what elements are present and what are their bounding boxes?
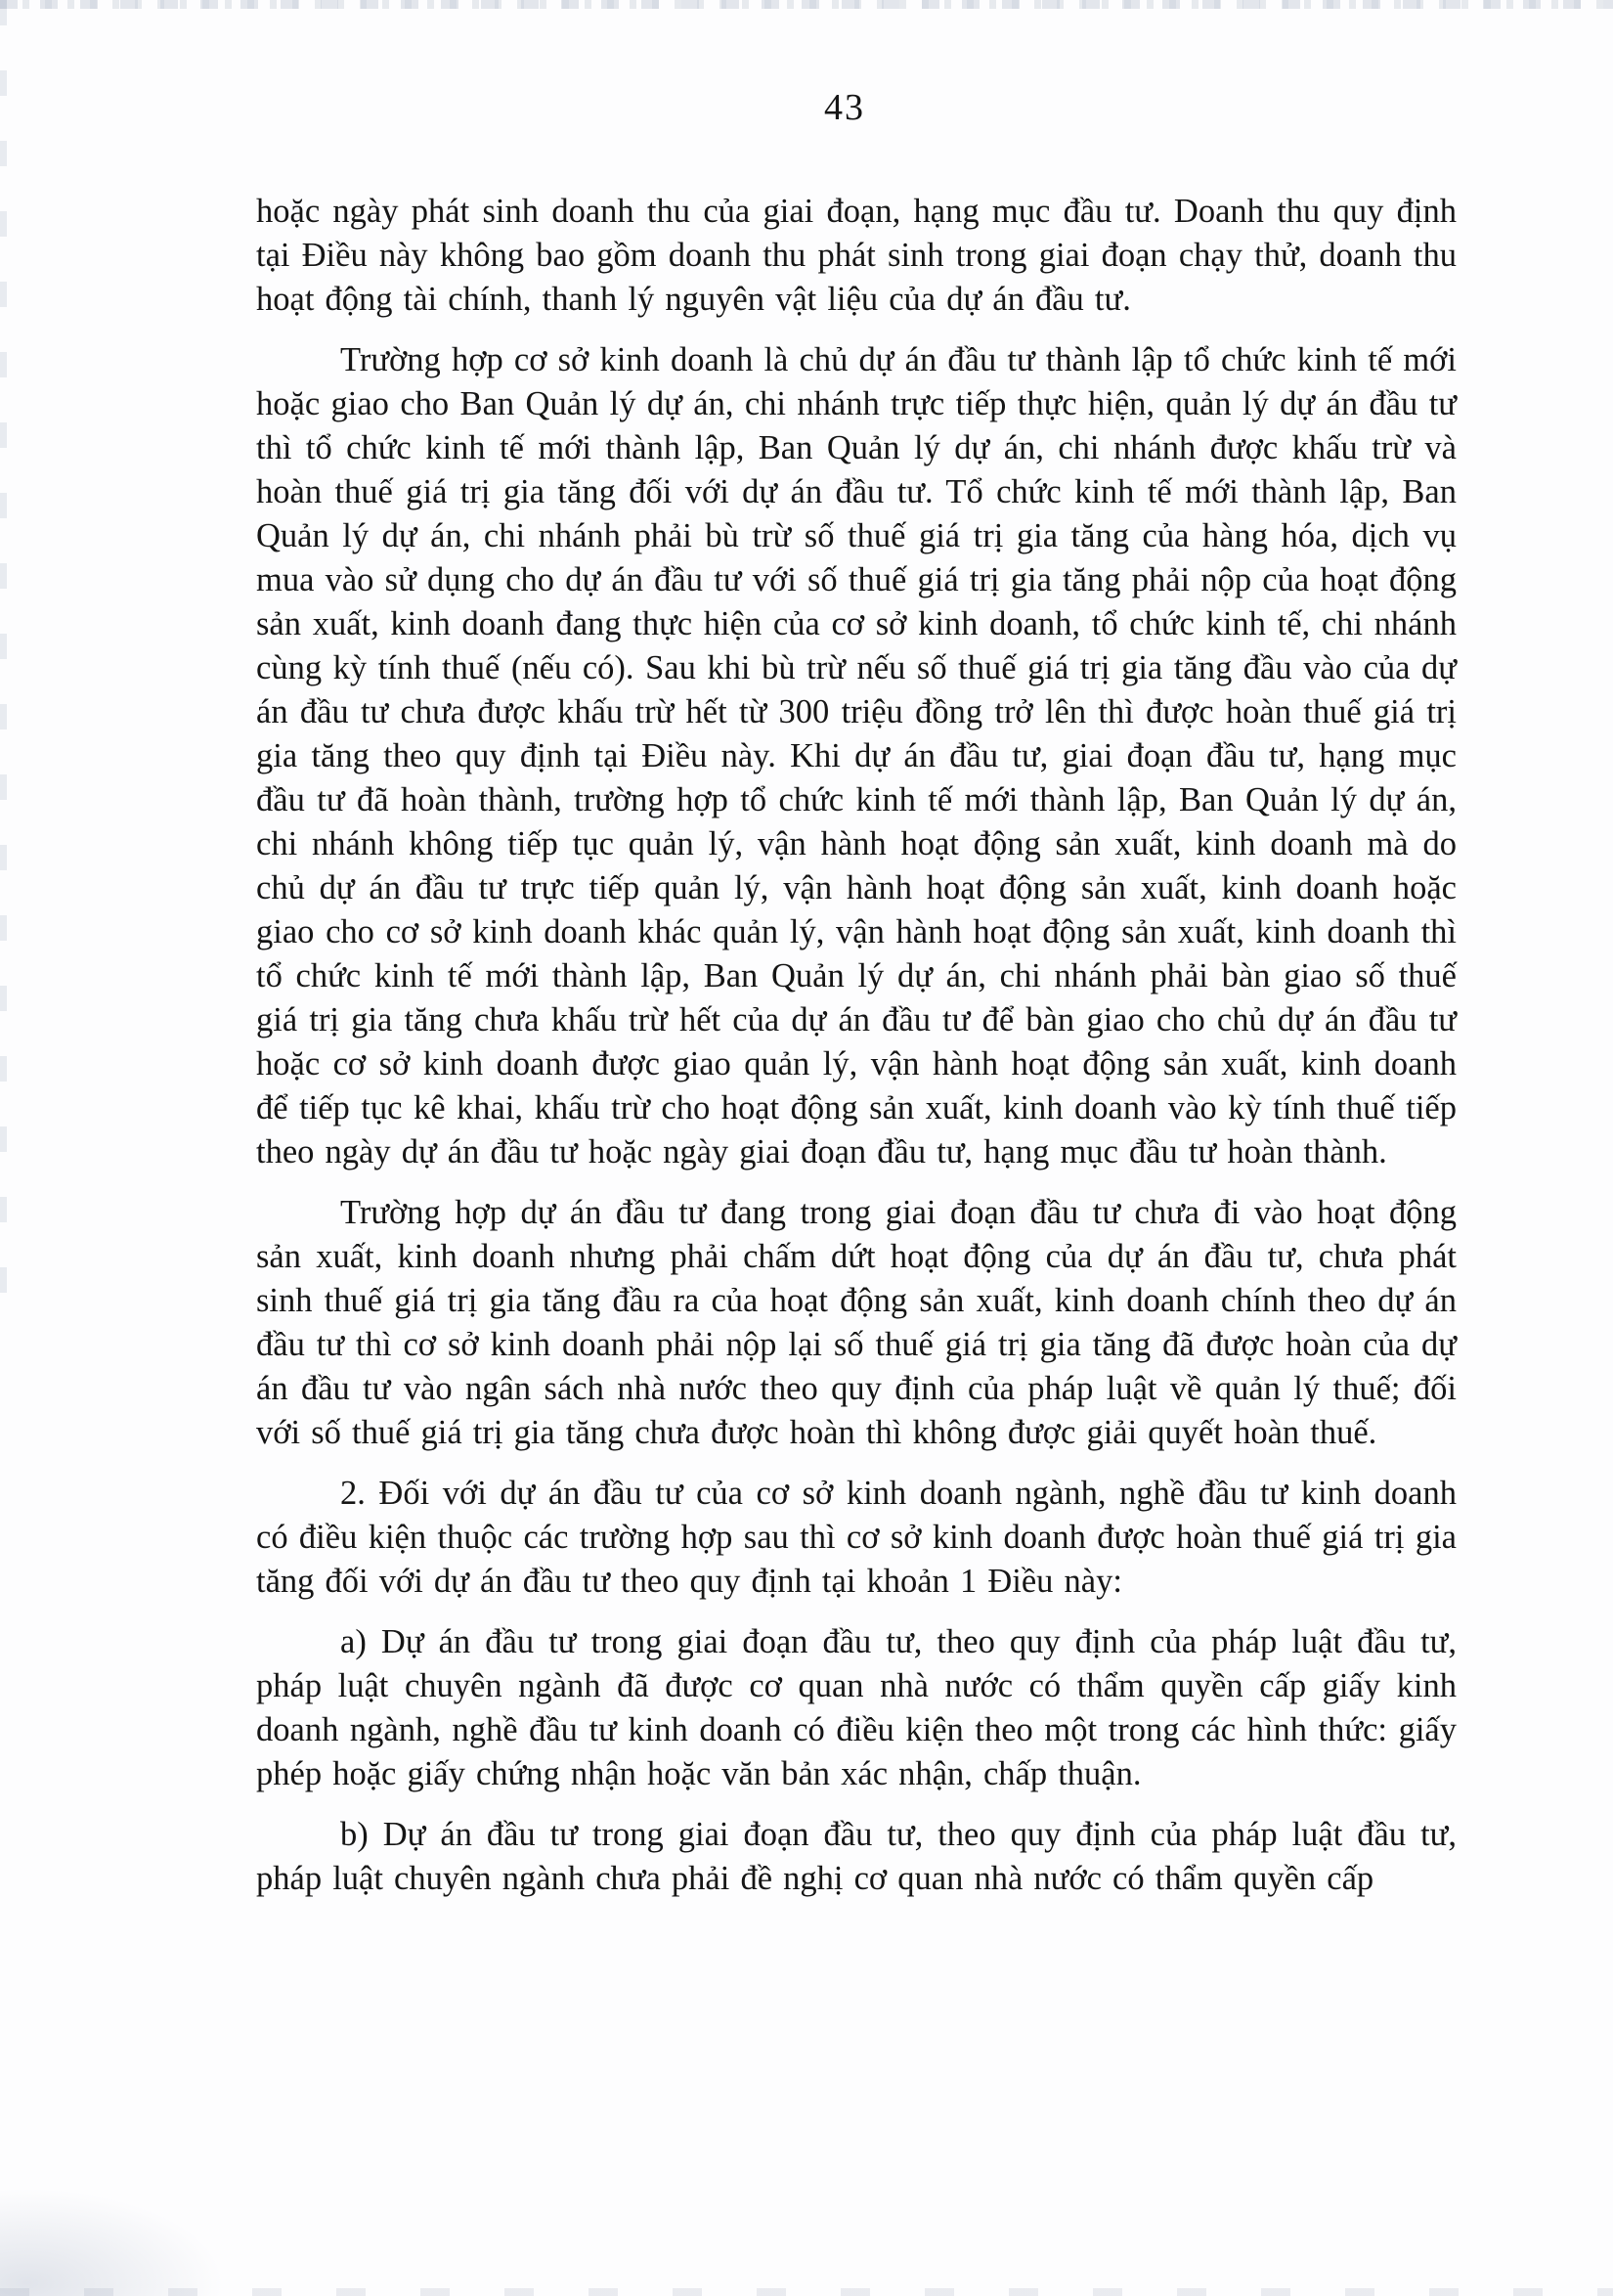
paragraph: Trường hợp cơ sở kinh doanh là chủ dự án đầu tư thành lập tổ chức kinh tế mới hoặc giao cho Ban Quản lý dự án, chi nhánh trực tiếp thực hiện, quản lý dự án đầu tư thì tổ chức kinh tế mới thành lập, Ban Quản lý dự án, chi nhánh được khấu trừ và hoàn thuế giá trị gia tăng đối với dự án đầu tư. Tổ chức kinh tế mới thành lập, Ban Quản lý dự án, chi nhánh phải bù trừ số thuế giá trị gia tăng của hàng hóa, dịch vụ mua vào sử dụng cho dự án đầu tư với số thuế giá trị gia tăng phải nộp của hoạt động sản xuất, kinh doanh đang thực hiện của cơ sở kinh doanh, tổ chức kinh tế, chi nhánh cùng kỳ tính thuế (nếu có). Sau khi bù trừ nếu số thuế giá trị gia tăng đầu vào của dự án đầu tư chưa được khấu trừ hết từ 300 triệu đồng trở lên thì được hoàn thuế giá trị gia tăng theo quy định tại Điều này. Khi dự án đầu tư, giai đoạn đầu tư, hạng mục đầu tư đã hoàn thành, trường hợp tổ chức kinh tế mới thành lập, Ban Quản lý dự án, chi nhánh không tiếp tục quản lý, vận hành hoạt động sản xuất, kinh doanh mà do chủ dự án đầu tư trực tiếp quản lý, vận hành hoạt động sản xuất, kinh doanh hoặc giao cho cơ sở kinh doanh khác quản lý, vận hành hoạt động sản xuất, kinh doanh thì tổ chức kinh tế mới thành lập, Ban Quản lý dự án, chi nhánh phải bàn giao số thuế giá trị gia tăng chưa khấu trừ hết của dự án đầu tư để bàn giao cho chủ dự án đầu tư hoặc cơ sở kinh doanh được giao quản lý, vận hành hoạt động sản xuất, kinh doanh để tiếp tục kê khai, khấu trừ cho hoạt động sản xuất, kinh doanh vào kỳ tính thuế tiếp theo ngày dự án đầu tư hoặc ngày giai đoạn đầu tư, hạng mục đầu tư hoàn thành. bbox=[256, 341, 1457, 1170]
paragraph: 2. Đối với dự án đầu tư của cơ sở kinh doanh ngành, nghề đầu tư kinh doanh có điều kiện thuộc các trường hợp sau thì cơ sở kinh doanh được hoàn thuế giá trị gia tăng đối với dự án đầu tư theo quy định tại khoản 1 Điều này: bbox=[256, 1475, 1457, 1600]
scan-noise-bottom-edge bbox=[0, 2288, 1613, 2296]
document-body bbox=[256, 190, 1457, 1918]
scan-noise-top-edge bbox=[0, 0, 1613, 9]
page-number: 43 bbox=[824, 87, 865, 128]
paragraph: hoặc ngày phát sinh doanh thu của giai đoạn, hạng mục đầu tư. Doanh thu quy định tại Điều này không bao gồm doanh thu phát sinh trong giai đoạn chạy thử, doanh thu hoạt động tài chính, thanh lý nguyên vật liệu của dự án đầu tư. bbox=[256, 193, 1457, 318]
paragraph: a) Dự án đầu tư trong giai đoạn đầu tư, theo quy định của pháp luật đầu tư, pháp luật chuyên ngành đã được cơ quan nhà nước có thẩm quyền cấp giấy kinh doanh ngành, nghề đầu tư kinh doanh có điều kiện theo một trong các hình thức: giấy phép hoặc giấy chứng nhận hoặc văn bản xác nhận, chấp thuận. bbox=[256, 1623, 1457, 1792]
scan-noise-bottom-left-corner bbox=[0, 2188, 225, 2296]
scan-noise-left-edge bbox=[0, 0, 7, 1320]
paragraph: Trường hợp dự án đầu tư đang trong giai đoạn đầu tư chưa đi vào hoạt động sản xuất, kinh doanh nhưng phải chấm dứt hoạt động của dự án đầu tư, chưa phát sinh thuế giá trị gia tăng đầu ra của hoạt động sản xuất, kinh doanh chính theo dự án đầu tư thì cơ sở kinh doanh phải nộp lại số thuế giá trị gia tăng đã được hoàn của dự án đầu tư vào ngân sách nhà nước theo quy định của pháp luật về quản lý thuế; đối với số thuế giá trị gia tăng chưa được hoàn thì không được giải quyết hoàn thuế. bbox=[256, 1194, 1457, 1451]
paragraph: b) Dự án đầu tư trong giai đoạn đầu tư, theo quy định của pháp luật đầu tư, pháp luật chuyên ngành chưa phải đề nghị cơ quan nhà nước có thẩm quyền cấp bbox=[256, 1816, 1457, 1897]
